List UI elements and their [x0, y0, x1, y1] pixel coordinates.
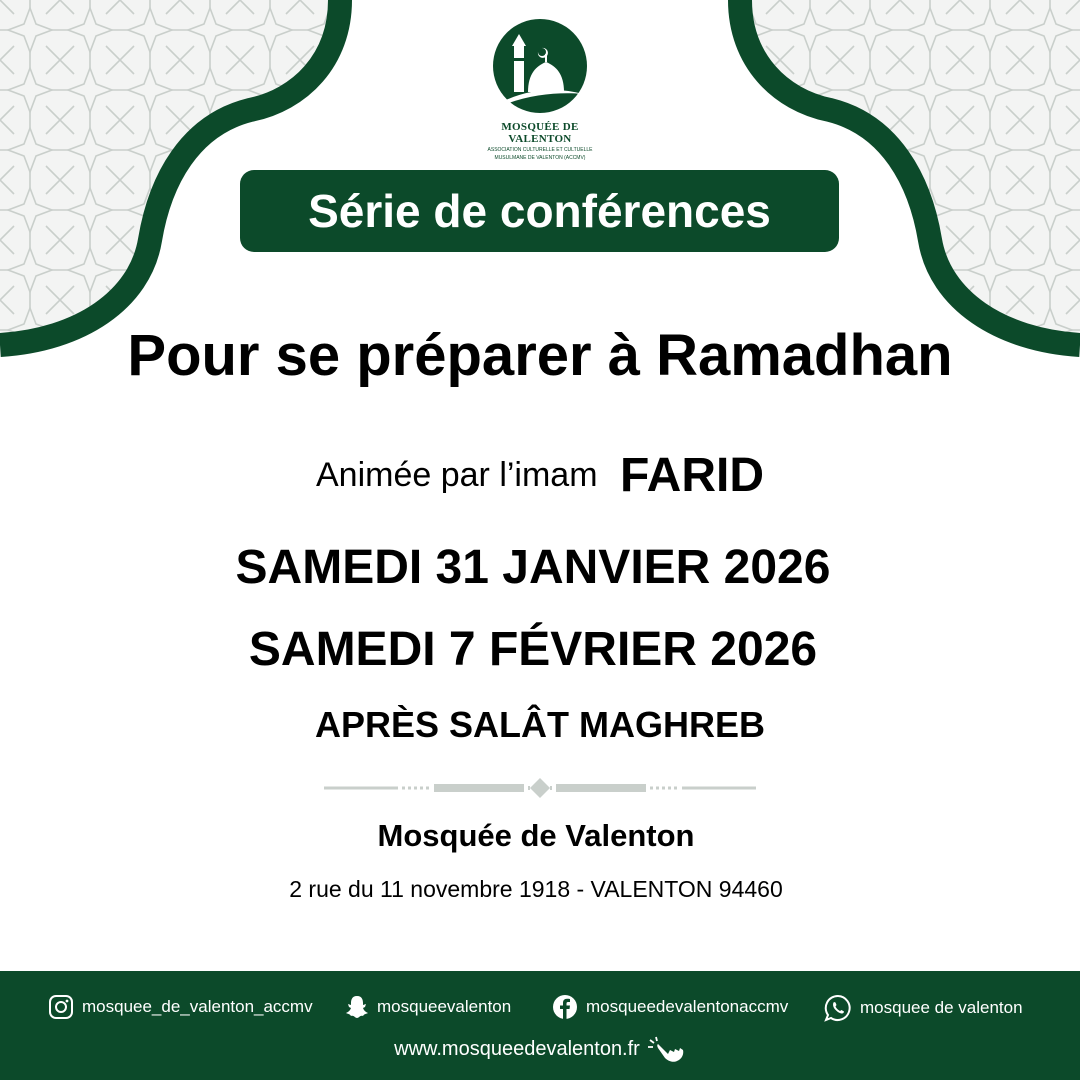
- event-date-1: SAMEDI 31 JANVIER 2026: [235, 541, 831, 594]
- snapchat-icon: [345, 994, 369, 1020]
- website-link[interactable]: [0, 1034, 1080, 1064]
- series-badge: Série de conférences: [240, 170, 839, 252]
- instagram-handle: mosquee_de_valenton_accmv: [82, 997, 313, 1016]
- venue-name: Mosquée de Valenton: [377, 818, 695, 853]
- event-date-2: SAMEDI 7 FÉVRIER 2026: [248, 623, 818, 676]
- social-snapchat[interactable]: [345, 994, 511, 1020]
- event-title: Pour se préparer à Ramadhan: [127, 323, 953, 388]
- whatsapp-handle: mosquee de valenton: [860, 998, 1023, 1017]
- social-whatsapp[interactable]: [824, 994, 1023, 1022]
- speaker-name: FARID: [619, 449, 764, 502]
- snapchat-handle: mosqueevalenton: [377, 997, 512, 1016]
- whatsapp-icon: [824, 994, 852, 1022]
- website-url: www.mosqueedevalenton.fr: [394, 1037, 640, 1060]
- logo-title: MOSQUÉE DE VALENTON: [501, 121, 579, 145]
- ornamental-divider: [322, 776, 758, 800]
- instagram-icon: [48, 994, 74, 1020]
- prayer-time: APRÈS SALÂT MAGHREB: [314, 704, 766, 745]
- logo-subtitle-1: ASSOCIATION CULTURELLE ET CULTUELLE: [487, 147, 593, 153]
- speaker-line: [0, 448, 1080, 503]
- pointer-hand-icon: [646, 1034, 686, 1064]
- facebook-icon: [552, 994, 578, 1020]
- mosque-icon: [492, 18, 588, 114]
- social-facebook[interactable]: [552, 994, 788, 1020]
- social-instagram[interactable]: [48, 994, 313, 1020]
- speaker-prefix: Animée par l’imam: [316, 456, 598, 494]
- venue-address: 2 rue du 11 novembre 1918 - VALENTON 94460: [289, 876, 783, 902]
- facebook-handle: mosqueedevalentonaccmv: [586, 997, 789, 1016]
- mosque-logo: [470, 18, 610, 161]
- logo-subtitle-2: MUSULMANE DE VALENTON (ACCMV): [494, 155, 586, 161]
